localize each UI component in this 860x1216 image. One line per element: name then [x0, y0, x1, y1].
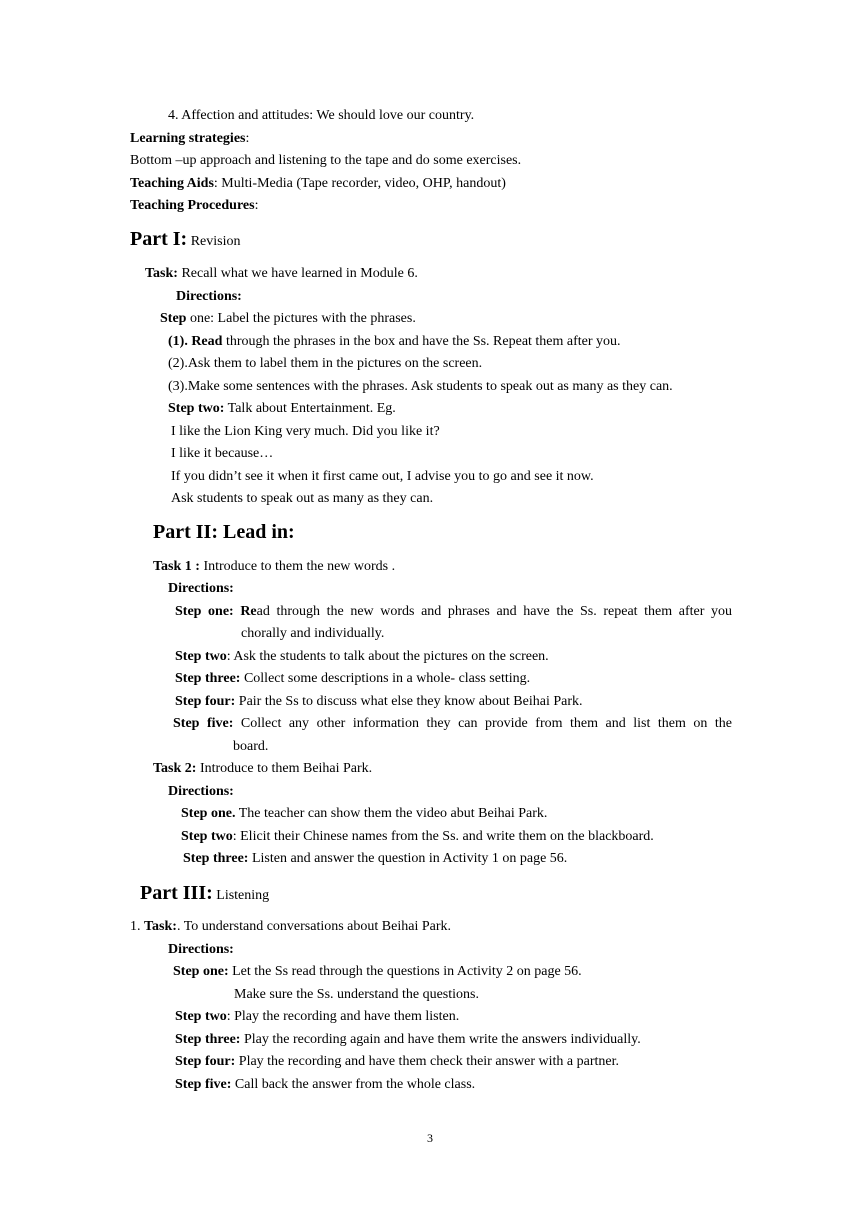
part3-step-four: Step four: Play the recording and have them check their answer with a partner.	[175, 1054, 619, 1069]
part2-step-four: Step four: Pair the Ss to discuss what else they know about Beihai Park.	[175, 694, 583, 709]
part2-task2-step-three: Step three: Listen and answer the question in Activity 1 on page 56.	[183, 851, 568, 866]
part2-heading: Part II: Lead in:	[153, 521, 295, 543]
part2-step-five-cont: board.	[233, 739, 269, 754]
part2-step-one-cont: chorally and individually.	[241, 626, 385, 641]
part3-step-one-cont: Make sure the Ss. understand the questions.	[234, 987, 479, 1002]
part1-example-3: If you didn’t see it when it first came out, I advise you to go and see it now.	[171, 469, 594, 484]
part1-step-one: Step one: Label the pictures with the phrases.	[160, 311, 416, 326]
part2-directions-2: Directions:	[168, 784, 234, 799]
part3-step-one: Step one: Let the Ss read through the questions in Activity 2 on page 56.	[173, 964, 582, 979]
part2-step-three: Step three: Collect some descriptions in a whole- class setting.	[175, 671, 531, 686]
page-number: 3	[427, 1131, 433, 1145]
part3-directions: Directions:	[168, 942, 234, 957]
part1-example-1: I like the Lion King very much. Did you like it?	[171, 424, 440, 439]
part1-task: Task: Recall what we have learned in Module 6.	[145, 266, 418, 281]
part2-step-five: Step five: Collect any other information they can provide from them and list them on the	[173, 716, 732, 731]
part2-task1: Task 1 : Introduce to them the new words .	[153, 559, 396, 574]
part2-task2: Task 2: Introduce to them Beihai Park.	[153, 761, 373, 776]
part1-example-2: I like it because…	[171, 446, 274, 461]
part1-sub-1: (1). Read through the phrases in the box and have the Ss. Repeat them after you.	[168, 334, 621, 349]
part3-step-three: Step three: Play the recording again and have them write the answers individually.	[175, 1032, 641, 1047]
learning-strategies-heading: Learning strategies:	[130, 131, 250, 146]
part2-directions-1: Directions:	[168, 581, 234, 596]
teaching-procedures-heading: Teaching Procedures:	[130, 198, 259, 213]
part1-example-4: Ask students to speak out as many as they can.	[171, 491, 434, 506]
part3-step-two: Step two: Play the recording and have them listen.	[175, 1009, 460, 1024]
part3-task: 1. Task:. To understand conversations about Beihai Park.	[130, 919, 451, 934]
part3-heading: Part III: Listening	[140, 882, 270, 904]
part1-heading: Part I: Revision	[130, 228, 241, 250]
part2-task2-step-two: Step two: Elicit their Chinese names from the Ss. and write them on the blackboard.	[181, 829, 654, 844]
part1-sub-2: (2).Ask them to label them in the pictures on the screen.	[168, 356, 483, 371]
part2-step-one: Step one: Read through the new words and phrases and have the Ss. repeat them after you	[175, 604, 732, 619]
part1-directions: Directions:	[176, 289, 242, 304]
affection-line: 4. Affection and attitudes: We should love our country.	[168, 108, 475, 123]
part1-sub-3: (3).Make some sentences with the phrases. Ask students to speak out as many as they can.	[168, 379, 673, 394]
teaching-aids-line: Teaching Aids: Multi-Media (Tape recorder, video, OHP, handout)	[130, 176, 506, 191]
part2-task2-step-one: Step one. The teacher can show them the video abut Beihai Park.	[181, 806, 548, 821]
part2-step-two: Step two: Ask the students to talk about the pictures on the screen.	[175, 649, 549, 664]
part3-step-five: Step five: Call back the answer from the whole class.	[175, 1077, 476, 1092]
learning-strategies-text: Bottom –up approach and listening to the tape and do some exercises.	[130, 153, 522, 168]
part1-step-two: Step two: Talk about Entertainment. Eg.	[168, 401, 396, 416]
